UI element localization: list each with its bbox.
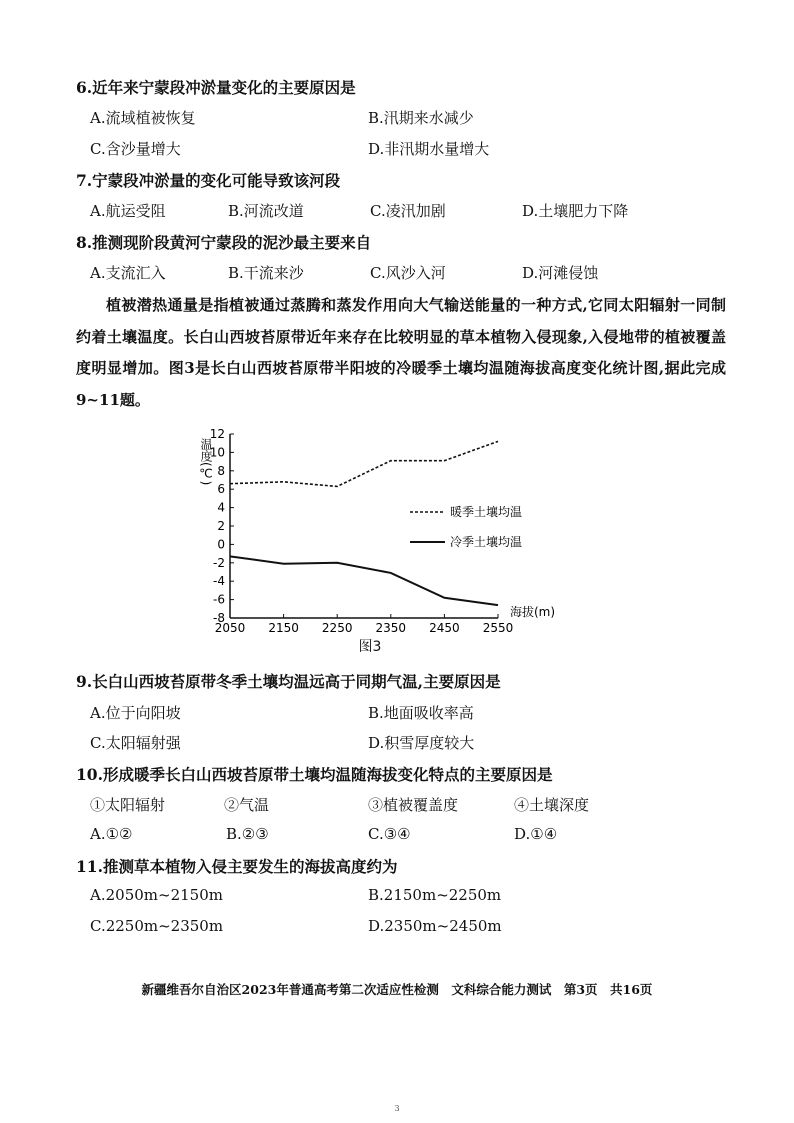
q10-option-a: A.①② xyxy=(90,825,133,843)
passage-text: 植被潜热通量是指植被通过蒸腾和蒸发作用向大气输送能量的一种方式,它同太阳辐射一同制约着土壤温度。长白山西坡苔原带近年来存在比较明显的草本植物入侵现象,入侵地带的植被覆盖度明显增加。图3是长白山西坡苔原带半阳坡的冷暖季土壤均温随海拔高度变化统计图,据此完成9~11题。 xyxy=(76,296,726,409)
q11-option-d: D.2350m~2450m xyxy=(368,917,502,935)
y-tick-label: 12 xyxy=(209,427,225,441)
q11-option-c: C.2250m~2350m xyxy=(90,917,224,935)
q9-option-c: C.太阳辐射强 xyxy=(90,734,181,752)
q8-option-b: B.干流来沙 xyxy=(228,264,304,282)
y-tick-label: 6 xyxy=(217,482,225,497)
q9-option-a: A.位于向阳坡 xyxy=(90,704,181,722)
q11-option-b: B.2150m~2250m xyxy=(368,886,502,904)
y-tick-label: -6 xyxy=(213,592,225,607)
series-line-2 xyxy=(230,556,498,605)
q7-option-b: B.河流改道 xyxy=(228,202,304,220)
question-7-stem: 7.宁蒙段冲淤量的变化可能导致该河段 xyxy=(76,171,341,190)
y-tick-label: 10 xyxy=(209,445,225,460)
x-tick-label: 2450 xyxy=(429,621,460,635)
q7-option-a: A.航运受阻 xyxy=(90,202,166,220)
passage xyxy=(76,290,726,416)
y-tick-label: -2 xyxy=(213,555,225,570)
q11-option-a: A.2050m~2150m xyxy=(90,886,223,904)
figure-3-chart xyxy=(180,420,570,640)
q6-option-c: C.含沙量增大 xyxy=(90,140,181,158)
legend-label-2: 冷季土壤均温 xyxy=(450,535,523,549)
y-tick-label: -8 xyxy=(213,611,225,625)
q6-option-b: B.汛期来水减少 xyxy=(368,109,474,127)
question-8-stem: 8.推测现阶段黄河宁蒙段的泥沙最主要来自 xyxy=(76,233,372,252)
q9-option-b: B.地面吸收率高 xyxy=(368,704,474,722)
x-tick-label: 2250 xyxy=(321,621,353,635)
q10-item-2: ②气温 xyxy=(224,796,270,814)
q7-option-d: D.土壤肥力下降 xyxy=(522,202,629,220)
q9-option-d: D.积雪厚度较大 xyxy=(368,734,475,752)
q10-option-d: D.①④ xyxy=(514,825,558,843)
figure-caption: 图3 xyxy=(358,639,382,655)
page-footer: 新疆维吾尔自治区2023年普通高考第二次适应性检测 文科综合能力测试 第3页 共16页 xyxy=(141,982,653,997)
series-line-1 xyxy=(230,441,498,486)
q10-item-1: ①太阳辐射 xyxy=(90,796,166,814)
question-11-stem: 11.推测草本植物入侵主要发生的海拔高度约为 xyxy=(76,857,398,876)
q10-option-b: B.②③ xyxy=(226,825,269,843)
q10-option-c: C.③④ xyxy=(368,825,411,843)
y-tick-label: -4 xyxy=(213,574,225,589)
x-tick-label: 2550 xyxy=(482,621,514,635)
page-number: 3 xyxy=(394,1104,400,1113)
q8-option-d: D.河滩侵蚀 xyxy=(522,264,599,282)
y-tick-label: 4 xyxy=(217,500,225,515)
y-tick-label: 0 xyxy=(217,537,225,552)
q7-option-c: C.凌汛加剧 xyxy=(370,202,446,220)
y-axis-label: 温度(℃) xyxy=(199,438,213,486)
q10-item-4: ④土壤深度 xyxy=(514,796,590,814)
question-9-stem: 9.长白山西坡苔原带冬季土壤均温远高于同期气温,主要原因是 xyxy=(76,672,501,691)
x-tick-label: 2350 xyxy=(375,621,407,635)
legend-label-1: 暖季土壤均温 xyxy=(450,505,523,519)
q6-option-d: D.非汛期水量增大 xyxy=(368,140,490,158)
x-tick-label: 2150 xyxy=(268,621,299,635)
q10-item-3: ③植被覆盖度 xyxy=(368,796,459,814)
y-tick-label: 2 xyxy=(217,519,225,533)
question-6-stem: 6.近年来宁蒙段冲淤量变化的主要原因是 xyxy=(76,78,356,97)
q8-option-a: A.支流汇入 xyxy=(90,264,166,282)
x-axis-label: 海拔(m) xyxy=(510,605,556,619)
x-tick-label: 2050 xyxy=(214,621,246,635)
y-tick-label: 8 xyxy=(217,463,225,478)
question-10-stem: 10.形成暖季长白山西坡苔原带土壤均温随海拔变化特点的主要原因是 xyxy=(76,765,553,784)
q8-option-c: C.风沙入河 xyxy=(370,264,446,282)
q6-option-a: A.流域植被恢复 xyxy=(90,109,196,127)
